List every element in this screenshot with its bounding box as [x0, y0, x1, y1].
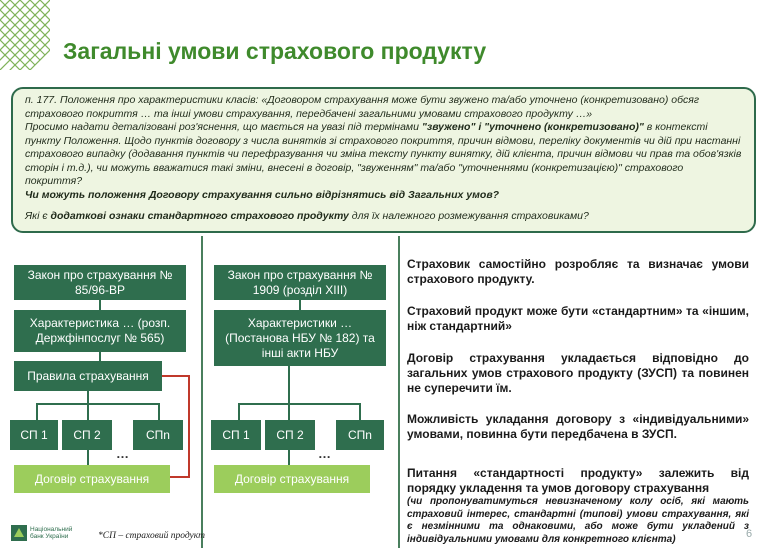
question-p2-text-c: в контексті пункту Положення. Щодо пунктів договору з числа винятків зі страхового покриття, причин відмови, переліку документів чи дій при настанні страхового випадку (додавання пунктів чи перефразування чи зміна тексту пункту винятку, дій клієнта, причин відмови чи прав та обов'язків сторін і т.д.), чи можуть вважатися такі зміни, внесені в договір, "звуженням" та/або "уточненнями (конкретизацією)" страхового покриття?: [25, 121, 742, 187]
left-characteristic-box: Характеристика … (розп. Держфінпослуг № 565): [14, 310, 186, 352]
question-p4-text-c: для їх належного розмежування страховиками?: [348, 210, 589, 222]
question-p4-text-b: додаткові ознаки стандартного страхового продукту: [50, 210, 349, 222]
left-rules-box: Правила страхування: [14, 361, 162, 391]
middle-sp1-box: СП 1: [211, 420, 261, 450]
red-bracket-vertical: [188, 375, 190, 478]
right-statement-3: Договір страхування укладається відповідно до загальних умов страхового продукту (ЗУСП) та повинен не суперечити їм.: [407, 351, 749, 395]
left-connector-1: [99, 300, 101, 310]
right-statement-5: Питання «стандартності продукту» залежить від порядку укладення та умов договору страхування: [407, 466, 749, 495]
left-connector-4: [87, 450, 89, 465]
left-contract-box: Договір страхування: [14, 465, 170, 493]
red-bracket-bottom: [170, 476, 190, 478]
corner-pattern: [0, 0, 50, 70]
left-branch-n: [158, 403, 160, 420]
right-statement-2: Страховий продукт може бути «стандартним» та «іншим, ніж стандартний»: [407, 304, 749, 333]
middle-characteristic-box: Характеристики … (Постанова НБУ № 182) та інші акти НБУ: [214, 310, 386, 366]
left-connector-2: [99, 352, 101, 361]
right-statement-1: Страховик самостійно розробляє та визначає умови страхового продукту.: [407, 257, 749, 286]
logo-line-2: банк України: [30, 533, 69, 540]
question-p3-text: Чи можуть положення Договору страхування сильно відрізнятись від Загальних умов?: [25, 188, 500, 201]
right-statement-5-block: [407, 466, 749, 546]
middle-branch-1: [238, 403, 240, 420]
question-p2-text-a: Просимо надати деталізовані роз'яснення, що мається на увазі під термінами: [25, 121, 422, 133]
pattern-icon: [0, 0, 50, 70]
left-sp1-box: СП 1: [10, 420, 58, 450]
middle-law-box: Закон про страхування № 1909 (розділ XIII): [214, 265, 386, 300]
nbu-logo: [11, 525, 72, 541]
footnote: *СП – страховий продукт: [98, 531, 205, 541]
middle-branch-line: [238, 403, 360, 405]
middle-branch-n: [359, 403, 361, 420]
question-p1: [25, 94, 742, 121]
red-bracket-top: [162, 375, 190, 377]
middle-contract-box: Договір страхування: [214, 465, 370, 493]
logo-line-1: Національний: [30, 525, 73, 533]
question-p2: [25, 121, 742, 189]
middle-connector-1: [299, 300, 301, 310]
question-p4: [25, 210, 742, 224]
left-sp2-box: СП 2: [62, 420, 112, 450]
left-branch-1: [36, 403, 38, 420]
page-title: Загальні умови страхового продукту: [63, 38, 487, 64]
question-p2-terms: "звужено" і "уточнено (конкретизовано)": [421, 121, 644, 133]
middle-connector-2: [288, 366, 290, 403]
middle-ellipsis: …: [318, 446, 332, 461]
left-ellipsis: …: [116, 446, 130, 461]
left-law-box: Закон про страхування № 85/96-ВР: [14, 265, 186, 300]
nbu-logo-icon: [11, 525, 27, 541]
page-number: 6: [746, 528, 753, 540]
question-p3: [25, 189, 742, 203]
left-branch-2: [87, 403, 89, 420]
left-spn-box: СПn: [133, 420, 183, 450]
left-connector-3: [87, 391, 89, 403]
middle-connector-3: [288, 450, 290, 465]
question-p1-text: п. 177. Положення про характеристики класів: «Договором страхування може бути звужено та/або уточнено (конкретизовано) обсяг страхового покриття … та інші умови страхування, передбачені загальними умовами страхового продукту …»: [25, 94, 700, 120]
divider-right: [398, 236, 400, 548]
question-box: [11, 87, 756, 233]
middle-spn-box: СПn: [336, 420, 384, 450]
question-p4-text-a: Які є: [25, 210, 51, 222]
middle-branch-2: [288, 403, 290, 420]
divider-left: [201, 236, 203, 548]
middle-sp2-box: СП 2: [265, 420, 315, 450]
right-statement-5-note: (чи пропонуватимуться невизначеному колу осіб, які мають страховий інтерес, стандартні (типові) умови страхування, які є незмінними та однаковими, або може бути укладений з індивідуальними умовами для конкретного клієнта): [407, 496, 749, 545]
left-branch-line: [36, 403, 159, 405]
right-statement-4: Можливість укладання договору з «індивідуальними» умовами, повинна бути передбачена в ЗУСП.: [407, 412, 749, 441]
